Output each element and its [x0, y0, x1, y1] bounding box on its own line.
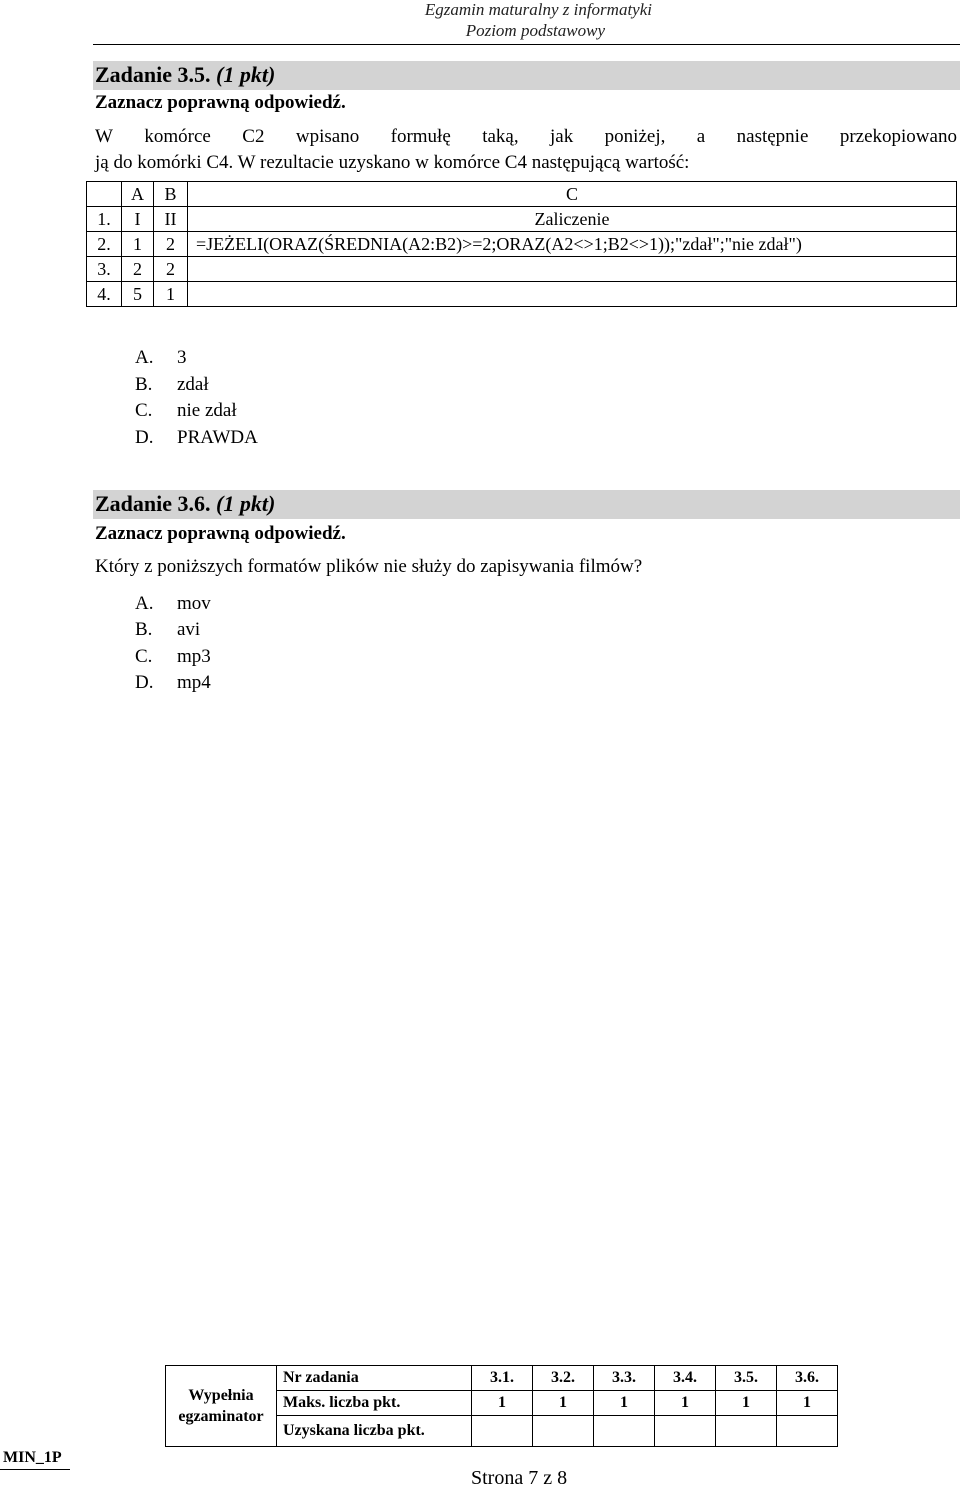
task-3-5-option-d[interactable]: [135, 427, 258, 449]
obtained-points-cell[interactable]: [594, 1416, 655, 1447]
task-number: 3.6.: [777, 1366, 838, 1391]
task-3-6-instruction: Zaznacz poprawną odpowiedź.: [95, 523, 346, 544]
exam-code: MIN_1P: [3, 1449, 62, 1466]
header-divider: [93, 44, 960, 45]
max-points: 1: [655, 1391, 716, 1416]
column-header-b: B: [154, 182, 188, 207]
task-number-label: Nr zadania: [277, 1366, 472, 1391]
task-3-5-instruction: Zaznacz poprawną odpowiedź.: [95, 92, 346, 113]
header-exam-title: Egzamin maturalny z informatyki: [424, 0, 652, 19]
cell-c2-formula: =JEŻELI(ORAZ(ŚREDNIA(A2:B2)>=2;ORAZ(A2<>1;B2<>1));"zdał";"nie zdał"): [188, 232, 957, 257]
text-word: komórce: [144, 126, 211, 147]
text-word: jak: [550, 126, 574, 147]
spreadsheet-row: [87, 257, 957, 282]
text-word: przekopiowano: [839, 126, 957, 147]
text-word: formułę: [390, 126, 451, 147]
column-header-c: C: [188, 182, 957, 207]
row-number: 2.: [87, 232, 122, 257]
score-row-task-numbers: [166, 1366, 838, 1391]
option-text: avi: [177, 619, 201, 640]
cell-a4: 5: [122, 282, 154, 307]
option-text: nie zdał: [177, 400, 237, 421]
obtained-points-cell[interactable]: [533, 1416, 594, 1447]
cell-b3: 2: [154, 257, 188, 282]
spreadsheet-row: [87, 232, 957, 257]
cell-a1: I: [122, 207, 154, 232]
task-3-6-number: Zadanie 3.6.: [95, 491, 211, 516]
spreadsheet-header-row: [87, 182, 957, 207]
text-word: W: [95, 126, 113, 147]
option-letter: A.: [135, 347, 154, 368]
examiner-fill-label-1: Wypełnia: [188, 1387, 254, 1404]
option-letter: B.: [135, 619, 153, 640]
column-header-a: A: [122, 182, 154, 207]
option-letter: D.: [135, 672, 154, 693]
task-3-6-option-b[interactable]: [135, 619, 200, 641]
task-3-5-text-line1: [95, 126, 957, 148]
obtained-points-cell[interactable]: [716, 1416, 777, 1447]
cell-c3: [188, 257, 957, 282]
row-number: 4.: [87, 282, 122, 307]
cell-c1: Zaliczenie: [188, 207, 957, 232]
page-number: Strona 7 z 8: [471, 1467, 568, 1489]
max-points: 1: [594, 1391, 655, 1416]
task-3-6-option-d[interactable]: [135, 672, 211, 694]
spreadsheet-row: [87, 207, 957, 232]
max-points: 1: [533, 1391, 594, 1416]
row-number: 3.: [87, 257, 122, 282]
spreadsheet-corner-cell: [87, 182, 122, 207]
option-text: zdał: [177, 374, 209, 395]
task-3-5-title: [95, 62, 275, 88]
examiner-fill-cell: [166, 1366, 277, 1447]
task-number: 3.5.: [716, 1366, 777, 1391]
obtained-points-cell[interactable]: [655, 1416, 716, 1447]
header-level: Poziom podstawowy: [465, 21, 605, 40]
cell-a3: 2: [122, 257, 154, 282]
option-text: mp4: [177, 672, 211, 693]
obtained-points-cell[interactable]: [777, 1416, 838, 1447]
task-3-5-points: (1 pkt): [216, 62, 276, 87]
option-text: mp3: [177, 646, 211, 667]
task-3-6-points: (1 pkt): [216, 491, 276, 516]
option-text: 3: [177, 347, 187, 368]
cell-a2: 1: [122, 232, 154, 257]
task-3-5-text-line2: ją do komórki C4. W rezultacie uzyskano w komórce C4 następującą wartość:: [95, 152, 690, 173]
max-points: 1: [472, 1391, 533, 1416]
task-3-5-option-c[interactable]: [135, 400, 237, 422]
task-3-6-option-a[interactable]: [135, 593, 211, 615]
max-points-label: Maks. liczba pkt.: [277, 1391, 472, 1416]
text-word: następnie: [736, 126, 809, 147]
task-3-6-title: [95, 491, 275, 517]
task-3-5-number: Zadanie 3.5.: [95, 62, 211, 87]
text-word: wpisano: [295, 126, 360, 147]
task-3-5-option-b[interactable]: [135, 374, 209, 396]
text-word: C2: [242, 126, 265, 147]
option-letter: C.: [135, 400, 153, 421]
task-number: 3.2.: [533, 1366, 594, 1391]
option-letter: A.: [135, 593, 154, 614]
task-number: 3.4.: [655, 1366, 716, 1391]
task-3-5-option-a[interactable]: [135, 347, 187, 369]
task-number: 3.3.: [594, 1366, 655, 1391]
cell-b1: II: [154, 207, 188, 232]
examiner-score-table: [165, 1365, 838, 1447]
option-letter: B.: [135, 374, 153, 395]
max-points: 1: [777, 1391, 838, 1416]
row-number: 1.: [87, 207, 122, 232]
cell-b4: 1: [154, 282, 188, 307]
text-word: taką,: [482, 126, 519, 147]
option-text: mov: [177, 593, 211, 614]
obtained-points-label: Uzyskana liczba pkt.: [277, 1416, 472, 1447]
task-number: 3.1.: [472, 1366, 533, 1391]
text-word: poniżej,: [604, 126, 666, 147]
option-text: PRAWDA: [177, 427, 258, 448]
footer-divider: [0, 1469, 70, 1470]
max-points: 1: [716, 1391, 777, 1416]
task-3-6-question: Który z poniższych formatów plików nie służy do zapisywania filmów?: [95, 556, 643, 577]
option-letter: C.: [135, 646, 153, 667]
spreadsheet-row: [87, 282, 957, 307]
obtained-points-cell[interactable]: [472, 1416, 533, 1447]
option-letter: D.: [135, 427, 154, 448]
text-word: a: [696, 126, 706, 147]
task-3-6-option-c[interactable]: [135, 646, 211, 668]
cell-b2: 2: [154, 232, 188, 257]
spreadsheet-table: [86, 181, 957, 307]
cell-c4: [188, 282, 957, 307]
examiner-fill-label-2: egzaminator: [178, 1408, 264, 1425]
